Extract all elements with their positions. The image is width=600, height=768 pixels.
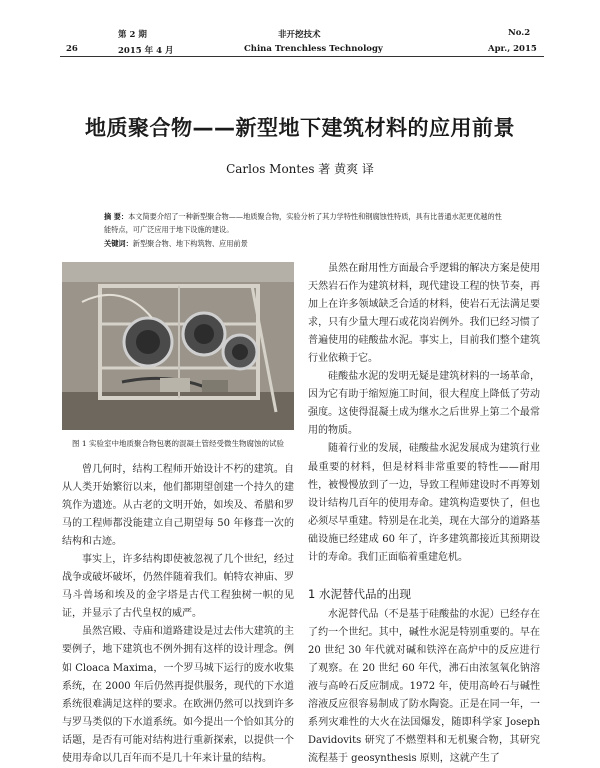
- paragraph: 虽然宫殿、寺庙和道路建设是过去伟大建筑的主要例子，地下建筑也不例外拥有这样的设计理念。例如 Cloaca Maxima，一个罗马城下运行的废水收集系统，在 2000 年后仍然再提供服务，现代的下水道系统很难满足这样的要求。在欧洲仍然可以找到许多与罗马类似的下水道系统。如今提出一个恰如其分的话题，是否有可能对结构进行重新探索，以提供一个使用寿命以几百年而不是几十年来计量的结构。: [62, 626, 294, 764]
- abstract-label: 摘 要：: [104, 212, 129, 221]
- article-title: 地质聚合物——新型地下建筑材料的应用前景: [85, 116, 515, 140]
- paragraph: 随着行业的发展，硅酸盐水泥发展成为建筑行业最重要的材料，但是材料非常重要的特性——耐用性，被慢慢放到了一边，导致工程师建设时不再筹划设计结构几百年的使用寿命。建筑构造要快了，但也必须尽早重建。特别是在北美，现在大部分的道路基础设施已经建成 60 年了，许多建筑都接近其预期设计的寿命。我们正面临着重建危机。: [308, 443, 540, 563]
- paragraph: 硅酸盐水泥的发明无疑是建筑材料的一场革命，因为它有助于缩短施工时间，很大程度上降低了劳动强度。这使得混凝土成为继水之后世界上第二个最常用的物质。: [308, 371, 540, 437]
- header-issue: 第 2 期: [118, 30, 147, 40]
- paragraph: 事实上，许多结构即使被忽视了几个世纪，经过战争或破坏破坏，仍然伴随着我们。帕特农神庙、罗马斗兽场和埃及的金字塔是古代工程独树一帜的见证，并显示了古代皇权的威严。: [62, 554, 294, 620]
- header-page-number: 26: [66, 44, 78, 54]
- keywords-label: 关键词：: [104, 239, 133, 248]
- header-issue-no: No.2: [508, 28, 531, 38]
- header-issue-date-en: Apr., 2015: [488, 44, 537, 54]
- header-journal-en: China Trenchless Technology: [244, 44, 383, 54]
- figure-photo: [62, 262, 294, 430]
- paragraph: 虽然在耐用性方面最合乎逻辑的解决方案是使用天然岩石作为建筑材料，现代建设工程的快节奏，再加上在许多领域缺乏合适的材料，使岩石无法满足要求，只有少量大理石或花岗岩例外。我们已经习惯了普遍使用的硅酸盐水泥。事实上，目前我们整个建筑行业依赖于它。: [308, 263, 540, 365]
- section-heading: 1 水泥替代品的出现: [308, 587, 411, 601]
- header-date: 2015 年 4 月: [118, 46, 174, 56]
- right-column: [308, 260, 540, 567]
- right-column-section-body: [308, 606, 540, 768]
- keywords: [104, 237, 508, 250]
- abstract: [104, 210, 508, 236]
- figure-caption: 图 1 实验室中地质聚合物包裹的混凝土管经受微生物腐蚀的试验: [71, 439, 285, 448]
- abstract-text: 本文简要介绍了一种新型聚合物——地质聚合物，实验分析了其力学特性和钢腐蚀性特质，具有比普通水泥更优越的性能特点，可广泛应用于地下设施的建设。: [104, 212, 502, 234]
- header-rule: [60, 56, 544, 57]
- paragraph: 水泥替代品（不是基于硅酸盐的水泥）已经存在了约一个世纪。其中，碱性水泥是特别重要的。早在 20 世纪 30 年代就对碱和铁淬在高炉中的反应进行了观察。在 20 世纪 60 年代，沸石由浓氢氧化钠溶液与高岭石反应制成。1972 年，使用高岭石与碱性溶液反应很容易制成了防水陶瓷。正是在同一年，一系列灾难性的大火在法国爆发，随即科学家 Joseph Davidovits 研究了不燃塑料和无机聚合物，其研究流程基于 geosynthesis 原则，这就产生了: [308, 609, 540, 765]
- left-column: [62, 461, 294, 768]
- figure-photo-illustration: [62, 262, 294, 430]
- article-authors: Carlos Montes 著 黄爽 译: [226, 162, 374, 176]
- keywords-text: 新型聚合物、地下构筑物、应用前景: [132, 239, 248, 248]
- paragraph: 曾几何时，结构工程师开始设计不朽的建筑。自从人类开始繁衍以来，他们都期望创建一个持久的建筑作为遗迹。从古老的文明开始，如埃及、希腊和罗马的工程师都没能建立自己期望每 50 年修葺一次的结构和古迹。: [62, 464, 294, 548]
- header-journal-cn: 非开挖技术: [278, 30, 321, 40]
